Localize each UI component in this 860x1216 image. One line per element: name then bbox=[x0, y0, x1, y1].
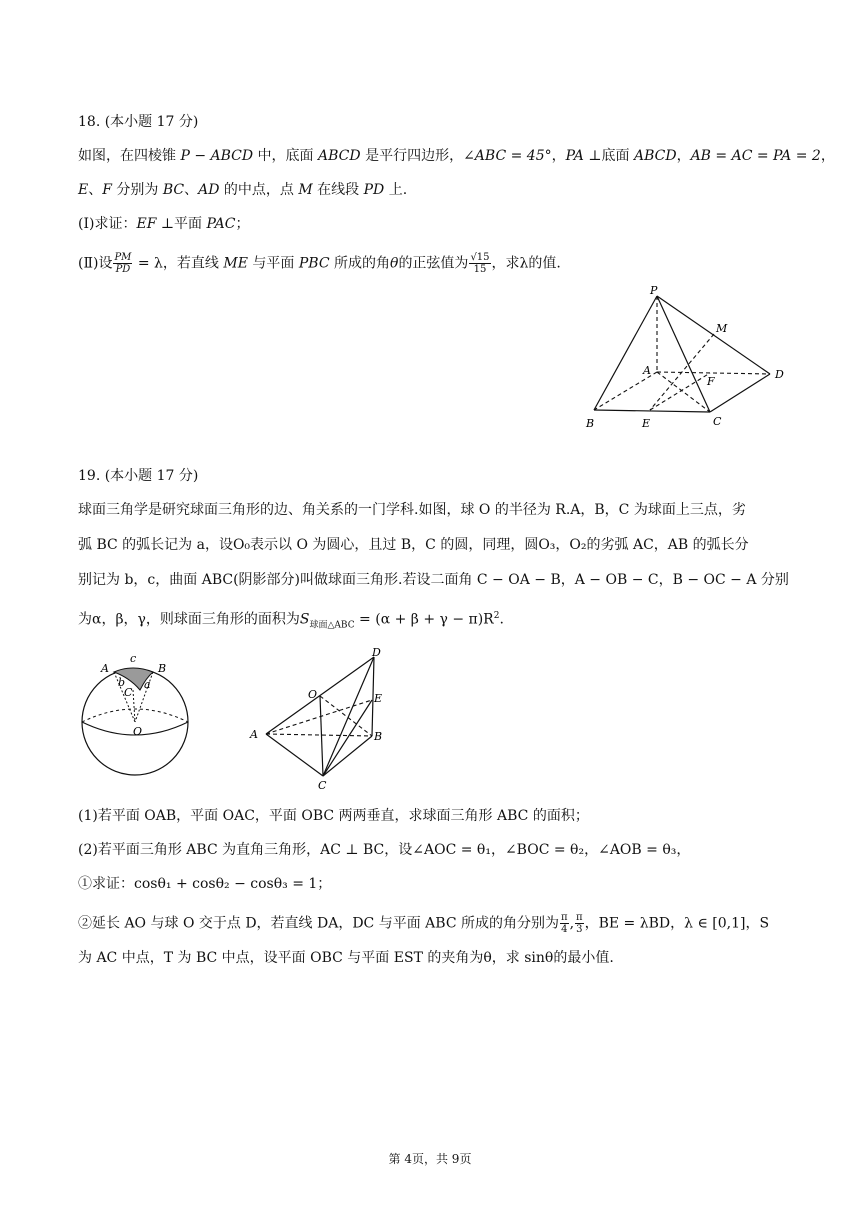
pi-over-4: $\frac{\pi}{4}$ bbox=[560, 912, 568, 935]
q19-line2: 弧 BC 的弧长记为 a，设O₀表示以 O 为圆心，且过 B，C 的圆，同理，圆O₃，O₂的劣弧 AC，AB 的弧长分 bbox=[78, 537, 749, 553]
label-a: a bbox=[144, 678, 151, 691]
label-B: B bbox=[158, 662, 167, 675]
tetrahedron-figure bbox=[248, 644, 398, 794]
label-O: O bbox=[133, 725, 143, 738]
q18-header: 18. (本小题 17 分) bbox=[78, 114, 199, 130]
label-c: c bbox=[130, 652, 137, 665]
label-B: B bbox=[586, 417, 595, 430]
pm-pd-fraction: $\frac{PM}{PD}$ bbox=[114, 252, 132, 275]
label-D: D bbox=[372, 646, 381, 659]
q19-part1: (1)若平面 OAB，平面 OAC，平面 OBC 两两垂直，求球面三角形 ABC 的面积； bbox=[78, 808, 589, 824]
label-b: b bbox=[118, 676, 126, 689]
label-E: E bbox=[642, 417, 651, 430]
q18-part1: (Ⅰ)求证：EF ⊥平面 PAC； bbox=[78, 216, 250, 232]
label-B: B bbox=[374, 730, 383, 743]
pi-over-3: $\frac{\pi}{3}$ bbox=[576, 912, 583, 935]
q19-part2-i: ①求证：cosθ₁ + cosθ₂ − cosθ₃ = 1； bbox=[78, 876, 332, 892]
q19-part2-ii-cont: 为 AC 中点，T 为 BC 中点，设平面 OBC 与平面 EST 的夹角为θ，求 sinθ的最小值. bbox=[78, 950, 614, 966]
page-footer: 第 4页，共 9页 bbox=[388, 1152, 472, 1166]
q19-line4: 为α，β，γ，则球面三角形的面积为$S_{球面\triangle ABC} = (\alpha + \beta + \gamma - \pi)R^2$. bbox=[78, 611, 504, 631]
label-A: A bbox=[101, 662, 109, 675]
q19-line1: 球面三角学是研究球面三角形的边、角关系的一门学科.如图，球 O 的半径为 R.A，B，C 为球面上三点，劣 bbox=[78, 502, 746, 518]
q18-line1: 如图，在四棱锥 P − ABCD 中，底面 ABCD 是平行四边形，∠ABC = 45°，PA ⊥底面 ABCD，AB = AC = PA = 2， bbox=[78, 148, 835, 164]
label-E: E bbox=[374, 692, 383, 705]
label-A: A bbox=[250, 728, 258, 741]
label-F: F bbox=[707, 375, 715, 388]
sqrt15-fraction: $\frac{√15}{15}$ bbox=[470, 252, 490, 275]
q19-part2: (2)若平面三角形 ABC 为直角三角形，AC ⊥ BC，设∠AOC = θ₁，∠BOC = θ₂，∠AOB = θ₃， bbox=[78, 842, 691, 858]
q18-line2: E、F 分别为 BC、AD 的中点，点 M 在线段 PD 上. bbox=[78, 182, 408, 198]
q19-header: 19. (本小题 17 分) bbox=[78, 468, 199, 484]
pyramid-figure bbox=[580, 282, 790, 432]
label-O: O bbox=[308, 688, 318, 701]
label-C: C bbox=[124, 686, 133, 699]
sphere-figure bbox=[78, 650, 193, 780]
q19-part2-ii: ②延长 AO 与球 O 交于点 D，若直线 DA，DC 与平面 ABC 所成的角分别为 $\frac{\pi}{4}$ , $\frac{\pi}{3}$ ，BE = λBD，λ ∈ [0,1]，S bbox=[78, 912, 770, 935]
label-A: A bbox=[643, 364, 651, 377]
q18-part2: (Ⅱ)设 $\frac{PM}{PD}$ = λ，若直线 ME 与平面 PBC 所成的角θ的正弦值为 $\frac{√15}{15}$ ，求λ的值. bbox=[78, 252, 561, 275]
q19-line3: 别记为 b，c，曲面 ABC(阴影部分)叫做球面三角形.若设二面角 C − OA − B，A − OB − C，B − OC − A 分别 bbox=[78, 572, 789, 588]
label-P: P bbox=[650, 284, 658, 297]
label-C: C bbox=[318, 779, 327, 792]
label-D: D bbox=[775, 368, 784, 381]
label-C: C bbox=[713, 415, 722, 428]
label-M: M bbox=[716, 322, 728, 335]
